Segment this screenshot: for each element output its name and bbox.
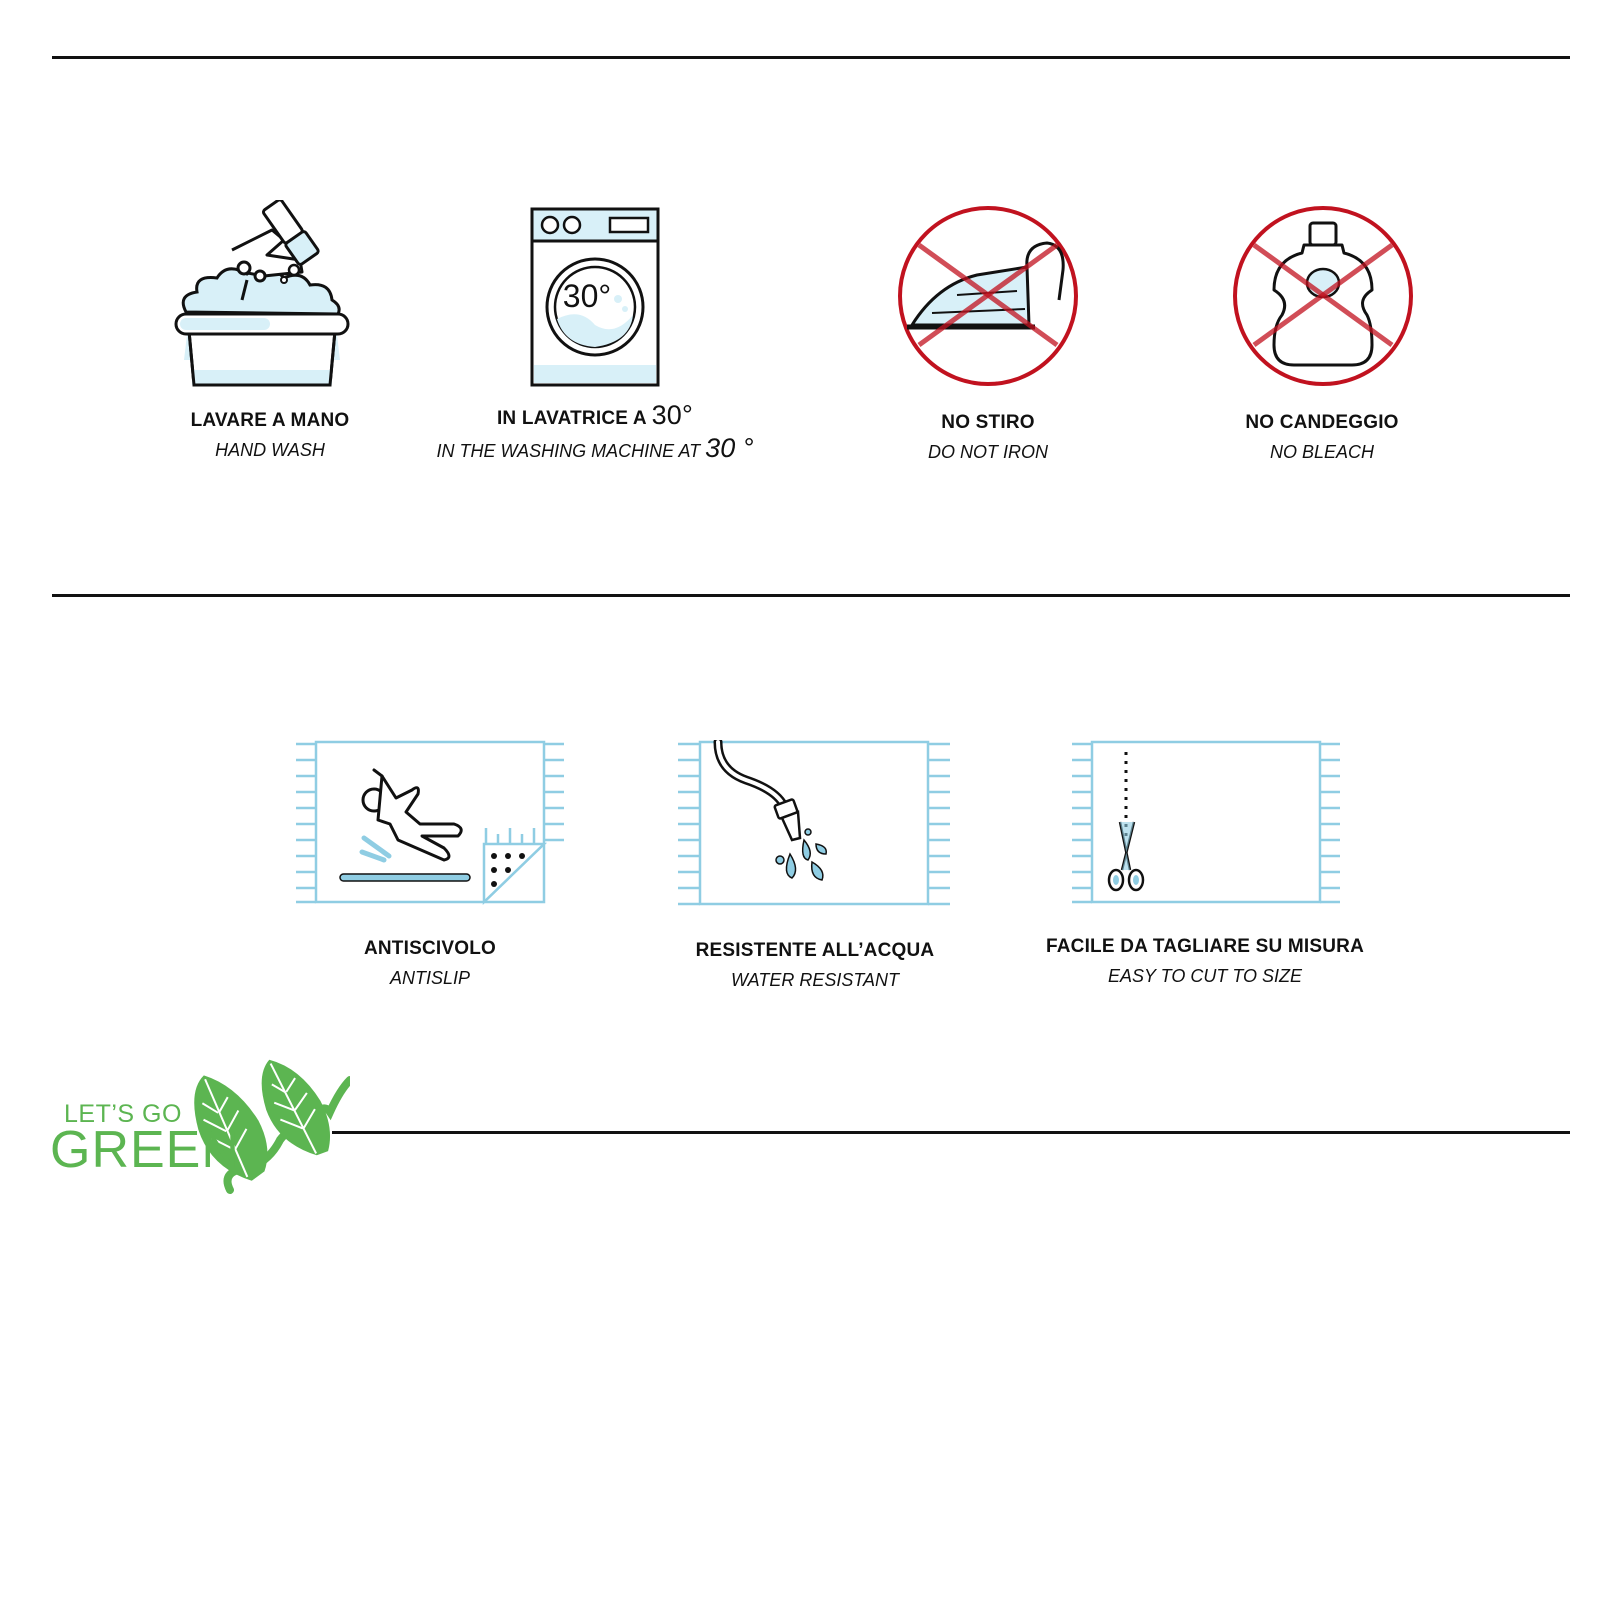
no-iron-caption <box>888 412 1088 463</box>
logo-line1: LET’S GO <box>64 1100 182 1128</box>
water-resistant-icon <box>676 740 952 913</box>
water-resistant-sublabel: WATER RESISTANT <box>730 970 899 990</box>
hand-wash-label: LAVARE A MANO <box>190 410 350 431</box>
no-bleach-label: NO CANDEGGIO <box>1245 412 1399 433</box>
antislip-caption <box>330 938 530 989</box>
logo-line2: GREEN <box>50 1121 240 1179</box>
drum-temperature: 30° <box>562 278 612 314</box>
hand-wash-caption <box>163 410 377 461</box>
machine-wash-label <box>425 400 765 431</box>
easy-cut-sublabel: EASY TO CUT TO SIZE <box>1107 966 1303 986</box>
easy-cut-caption <box>1040 936 1370 987</box>
washing-machine-icon <box>530 207 660 392</box>
no-iron-sublabel: DO NOT IRON <box>928 442 1048 462</box>
no-iron-icon <box>897 205 1079 392</box>
antislip-sublabel: ANTISLIP <box>389 968 471 988</box>
easy-cut-icon <box>1070 740 1342 911</box>
machine-wash-label-temp: 30° <box>651 400 694 430</box>
easy-cut-label: FACILE DA TAGLIARE SU MISURA <box>1045 936 1365 957</box>
no-bleach-icon <box>1232 205 1414 392</box>
machine-wash-sublabel-prefix: IN THE WASHING MACHINE AT <box>436 441 706 461</box>
top-divider <box>52 56 1570 59</box>
machine-wash-label-prefix: IN LAVATRICE A <box>496 408 652 429</box>
antislip-label: ANTISCIVOLO <box>363 938 497 959</box>
machine-wash-sublabel <box>425 433 765 464</box>
middle-divider <box>52 594 1570 597</box>
lets-go-green-logo <box>50 1040 350 1200</box>
antislip-icon <box>294 740 566 910</box>
no-bleach-caption <box>1222 412 1422 463</box>
bottom-divider <box>332 1131 1570 1134</box>
machine-wash-caption <box>425 400 765 464</box>
hand-wash-sublabel: HAND WASH <box>215 440 325 460</box>
water-resistant-label: RESISTENTE ALL’ACQUA <box>695 940 935 961</box>
hand-wash-icon <box>172 200 352 395</box>
water-resistant-caption <box>690 940 940 991</box>
no-iron-label: NO STIRO <box>941 412 1035 433</box>
machine-wash-sublabel-temp: 30 ° <box>705 433 754 463</box>
no-bleach-sublabel: NO BLEACH <box>1269 442 1375 462</box>
